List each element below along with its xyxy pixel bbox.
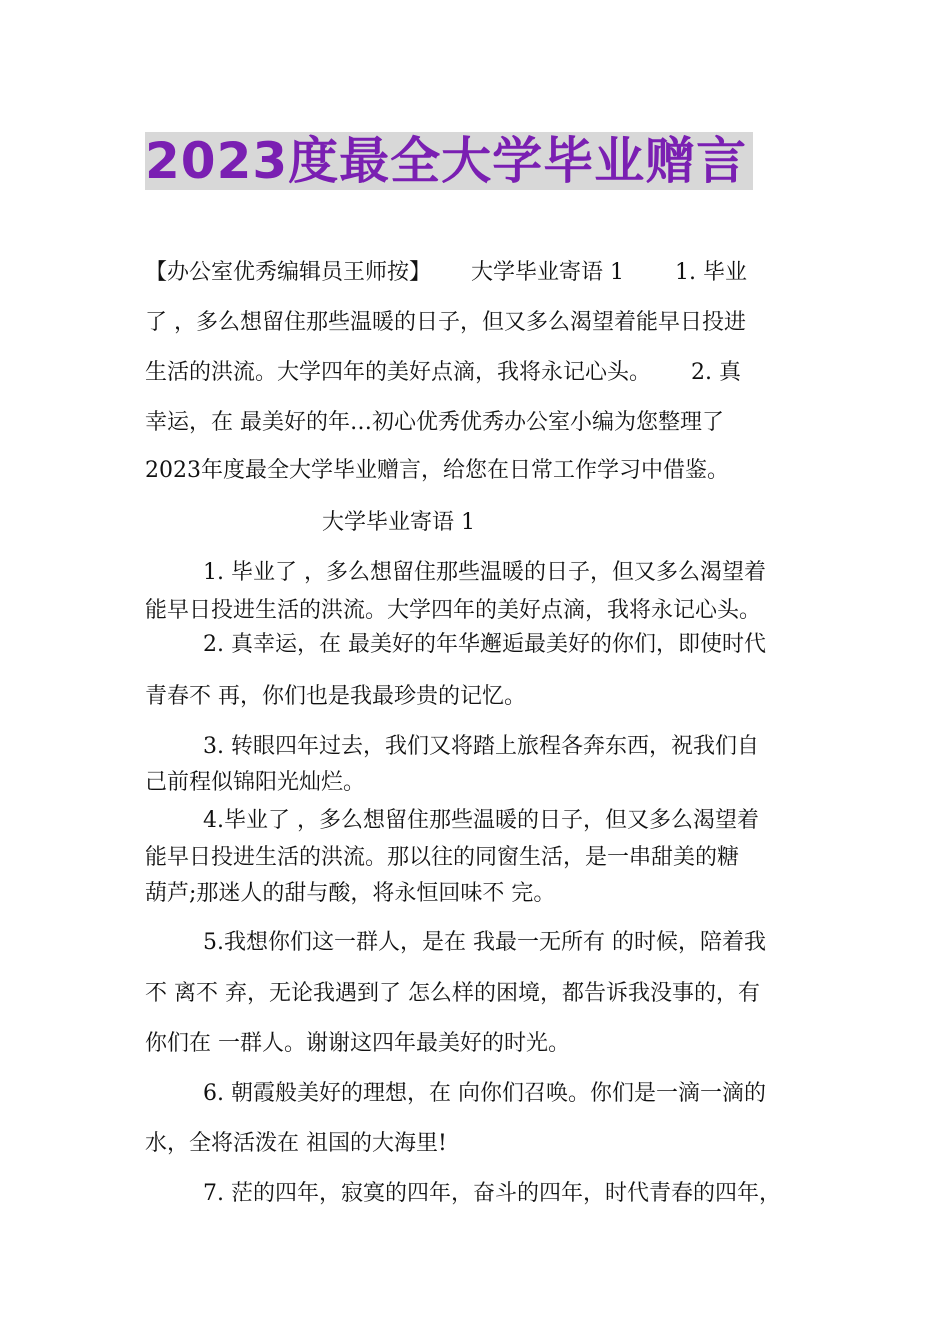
intro-line: 2023年度最全大学毕业赠言，给您在日常工作学习中借鉴。	[145, 458, 729, 483]
paragraph-line: 不 离不 弃，无论我遇到了 怎么样的困境，都告诉我没事的，有	[145, 981, 760, 1006]
intro-line: 了 ，多么想留住那些温暖的日子，但又多么渴望着能早日投进	[145, 310, 746, 335]
page-title: 2023度最全大学毕业赠言	[145, 132, 753, 190]
intro-line: 幸运，在 最美好的年…初心优秀优秀办公室小编为您整理了	[145, 410, 724, 435]
intro-line: 生活的洪流。大学四年的美好点滴，我将永记心头。 2. 真	[145, 360, 741, 385]
paragraph-line: 己前程似锦阳光灿烂。	[145, 770, 366, 795]
paragraph-line: 水，全将活泼在 祖国的大海里!	[145, 1131, 447, 1156]
paragraph-line: 1. 毕业了 ，多么想留住那些温暖的日子，但又多么渴望着	[203, 560, 766, 585]
paragraph-line: 7. 茫的四年，寂寞的四年，奋斗的四年，时代青春的四年，	[203, 1181, 781, 1206]
paragraph-line: 4.毕业了 ，多么想留住那些温暖的日子，但又多么渴望着	[203, 808, 759, 833]
paragraph-line: 5.我想你们这一群人，是在 我最一无所有 的时候，陪着我	[203, 930, 766, 955]
intro-line: 【办公室优秀编辑员王师按】 大学毕业寄语 1 1. 毕业	[145, 260, 747, 285]
paragraph-line: 葫芦;那迷人的甜与酸，将永恒回味不 完。	[145, 881, 556, 906]
paragraph-line: 你们在 一群人。谢谢这四年最美好的时光。	[145, 1031, 570, 1056]
paragraph-line: 6. 朝霞般美好的理想，在 向你们召唤。你们是一滴一滴的	[203, 1081, 766, 1106]
paragraph-line: 能早日投进生活的洪流。大学四年的美好点滴，我将永记心头。	[145, 598, 762, 623]
paragraph-line: 青春不 再，你们也是我最珍贵的记忆。	[145, 684, 526, 709]
paragraph-line: 能早日投进生活的洪流。那以往的同窗生活，是一串甜美的糖	[145, 845, 740, 870]
paragraph-line: 3. 转眼四年过去，我们又将踏上旅程各奔东西，祝我们自	[203, 734, 759, 759]
section-heading: 大学毕业寄语 1	[322, 510, 475, 535]
paragraph-line: 2. 真幸运，在 最美好的年华邂逅最美好的你们，即使时代	[203, 632, 766, 657]
